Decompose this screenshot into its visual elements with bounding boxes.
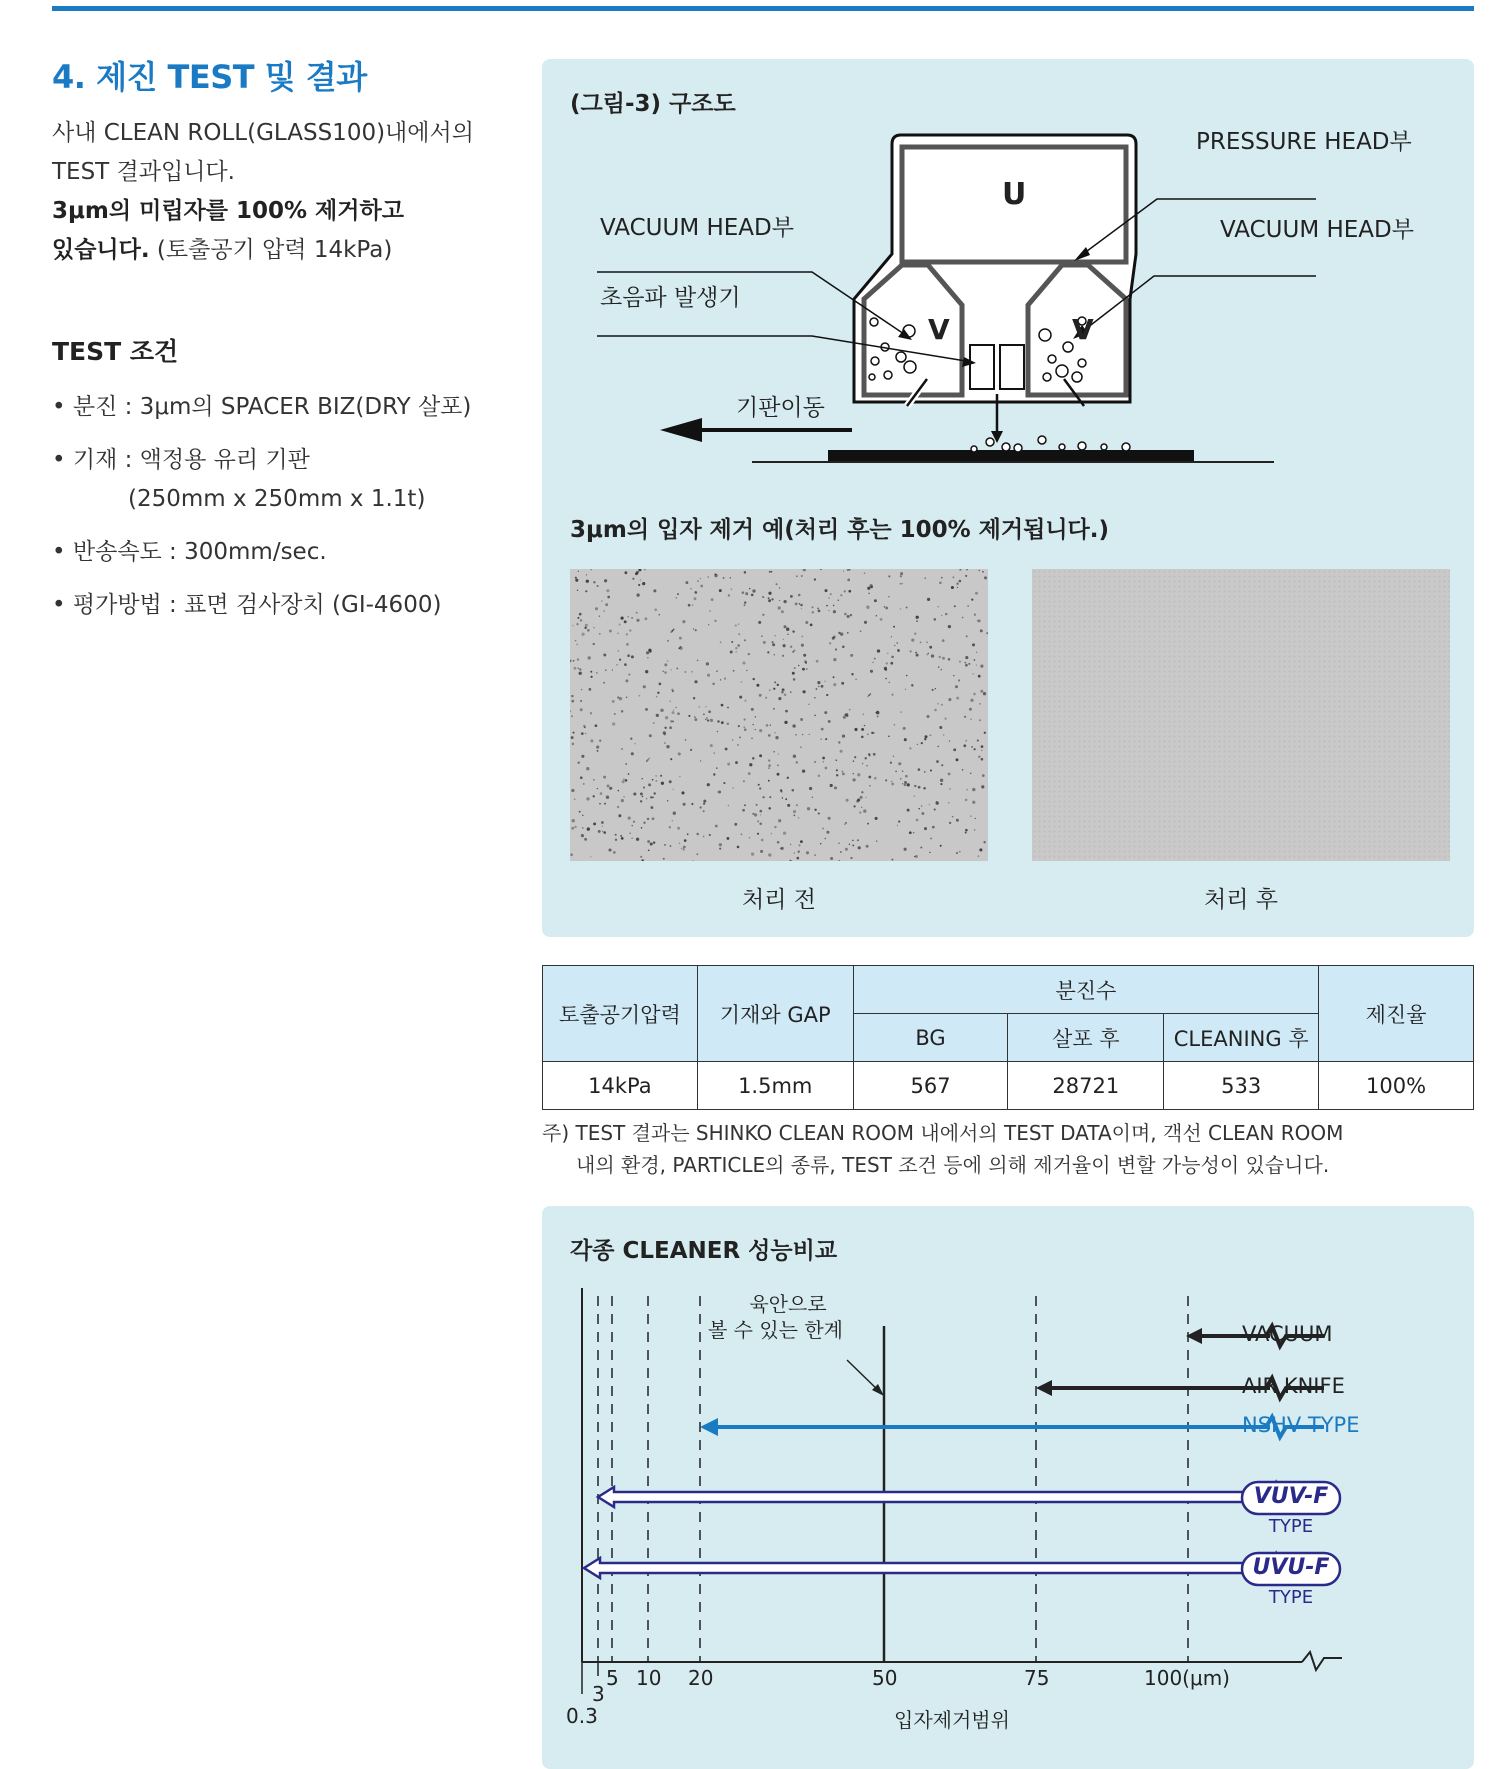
diagram-title: (그림-3) 구조도 bbox=[570, 91, 736, 117]
tick-3: 3 bbox=[592, 1682, 605, 1706]
condition-substrate-size: (250mm x 250mm x 1.1t) bbox=[128, 486, 426, 512]
nshv-arrow bbox=[700, 1417, 1324, 1437]
label-ultrasonic: 초음파 발생기 bbox=[600, 285, 741, 311]
condition-substrate: • 기재 : 액정용 유리 기판 bbox=[52, 447, 310, 473]
vuv-f-arrow bbox=[598, 1482, 1332, 1512]
comparison-panel bbox=[542, 1206, 1474, 1769]
td-gap: 1.5mm bbox=[697, 1062, 853, 1110]
td-after-spray: 28721 bbox=[1008, 1062, 1164, 1110]
structure-diagram bbox=[542, 59, 1474, 479]
td-pressure: 14kPa bbox=[543, 1062, 698, 1110]
intro-bold-2: 있습니다. bbox=[52, 237, 150, 263]
series-vacuum: VACUUM bbox=[1242, 1322, 1333, 1346]
ultrasonic-block-left bbox=[970, 345, 994, 389]
intro-text bbox=[52, 114, 492, 270]
structure-panel bbox=[542, 59, 1474, 937]
condition-item: • 평가방법 : 표면 검사장치 (GI-4600) bbox=[52, 592, 442, 618]
intro-tail: (토출공기 압력 14kPa) bbox=[149, 237, 393, 263]
tick-10: 10 bbox=[636, 1666, 662, 1690]
intro-line-2: TEST 결과입니다. bbox=[52, 159, 235, 185]
series-vuv-f-type: TYPE bbox=[1268, 1516, 1314, 1537]
th-removal-rate: 제진율 bbox=[1319, 966, 1474, 1062]
series-uvu-f-type: TYPE bbox=[1268, 1587, 1314, 1608]
series-air-knife: AIR KNIFE bbox=[1242, 1374, 1345, 1398]
condition-item: • 반송속도 : 300mm/sec. bbox=[52, 539, 327, 565]
td-removal-rate: 100% bbox=[1319, 1062, 1474, 1110]
table-row bbox=[543, 1062, 1474, 1110]
intro-line-1: 사내 CLEAN ROLL(GLASS100)내에서의 bbox=[52, 120, 474, 146]
label-vacuum-head-left: VACUUM HEAD부 bbox=[600, 215, 794, 241]
particle-dots bbox=[570, 569, 988, 861]
x-axis-break-icon bbox=[1302, 1652, 1342, 1670]
td-after-cleaning: 533 bbox=[1164, 1062, 1319, 1110]
gridlines bbox=[598, 1296, 1188, 1662]
comparison-title: 각종 CLEANER 성능비교 bbox=[570, 1238, 838, 1264]
conditions-title: TEST 조건 bbox=[52, 337, 179, 366]
conditions-list bbox=[52, 388, 492, 625]
condition-item: • 분진 : 3μm의 SPACER BIZ(DRY 살포) bbox=[52, 394, 472, 420]
photo-after-treatment bbox=[1032, 569, 1450, 861]
label-u: U bbox=[1002, 177, 1027, 212]
th-gap: 기재와 GAP bbox=[697, 966, 853, 1062]
label-vacuum-head-right: VACUUM HEAD부 bbox=[1220, 217, 1414, 243]
series-uvu-f: UVU-F bbox=[1252, 1555, 1330, 1580]
th-pressure: 토출공기압력 bbox=[543, 966, 698, 1062]
uvu-f-arrow bbox=[584, 1553, 1332, 1583]
result-table bbox=[542, 965, 1474, 1110]
label-substrate-move: 기판이동 bbox=[736, 395, 825, 421]
th-after-spray: 살포 후 bbox=[1008, 1014, 1164, 1062]
label-v-right: V bbox=[1072, 313, 1094, 346]
section-title: 4. 제진 TEST 및 결과 bbox=[52, 58, 367, 96]
photos-title: 3μm의 입자 제거 예(처리 후는 100% 제거됩니다.) bbox=[570, 517, 1110, 543]
caption-after: 처리 후 bbox=[1204, 887, 1278, 913]
tick-0-3: 0.3 bbox=[566, 1704, 598, 1728]
th-dust-count: 분진수 bbox=[853, 966, 1319, 1014]
visible-limit-line2: 볼 수 있는 한계 bbox=[708, 1318, 843, 1342]
x-axis-label: 입자제거범위 bbox=[894, 1708, 1010, 1732]
tick-75: 75 bbox=[1024, 1666, 1050, 1690]
note-line-2: 내의 환경, PARTICLE의 종류, TEST 조건 등에 의해 제거율이 변할 가능성이 있습니다. bbox=[576, 1153, 1330, 1177]
th-after-cleaning: CLEANING 후 bbox=[1164, 1014, 1319, 1062]
note-line-1: 주) TEST 결과는 SHINKO CLEAN ROOM 내에서의 TEST DATA이며, 객선 CLEAN ROOM bbox=[542, 1121, 1344, 1145]
ultrasonic-block-right bbox=[1000, 345, 1024, 389]
tick-50: 50 bbox=[872, 1666, 898, 1690]
photo-before-treatment bbox=[570, 569, 988, 861]
label-pressure-head: PRESSURE HEAD부 bbox=[1196, 129, 1412, 155]
top-rule bbox=[52, 6, 1474, 11]
intro-bold-1: 3μm의 미립자를 100% 제거하고 bbox=[52, 198, 404, 224]
visible-limit-line1: 육안으로 bbox=[749, 1292, 827, 1316]
series-nshv: NSHV TYPE bbox=[1242, 1413, 1360, 1437]
th-bg: BG bbox=[853, 1014, 1008, 1062]
series-vuv-f: VUV-F bbox=[1253, 1484, 1329, 1509]
table-note bbox=[542, 1117, 1343, 1181]
move-arrow-icon bbox=[660, 418, 702, 442]
tick-100: 100(μm) bbox=[1144, 1666, 1230, 1690]
left-column bbox=[52, 52, 492, 639]
tick-5: 5 bbox=[606, 1666, 619, 1690]
substrate-plate bbox=[828, 450, 1194, 461]
condition-item bbox=[52, 441, 492, 519]
tick-20: 20 bbox=[688, 1666, 714, 1690]
caption-before: 처리 전 bbox=[742, 887, 816, 913]
td-bg: 567 bbox=[853, 1062, 1008, 1110]
label-v-left: V bbox=[928, 313, 950, 346]
